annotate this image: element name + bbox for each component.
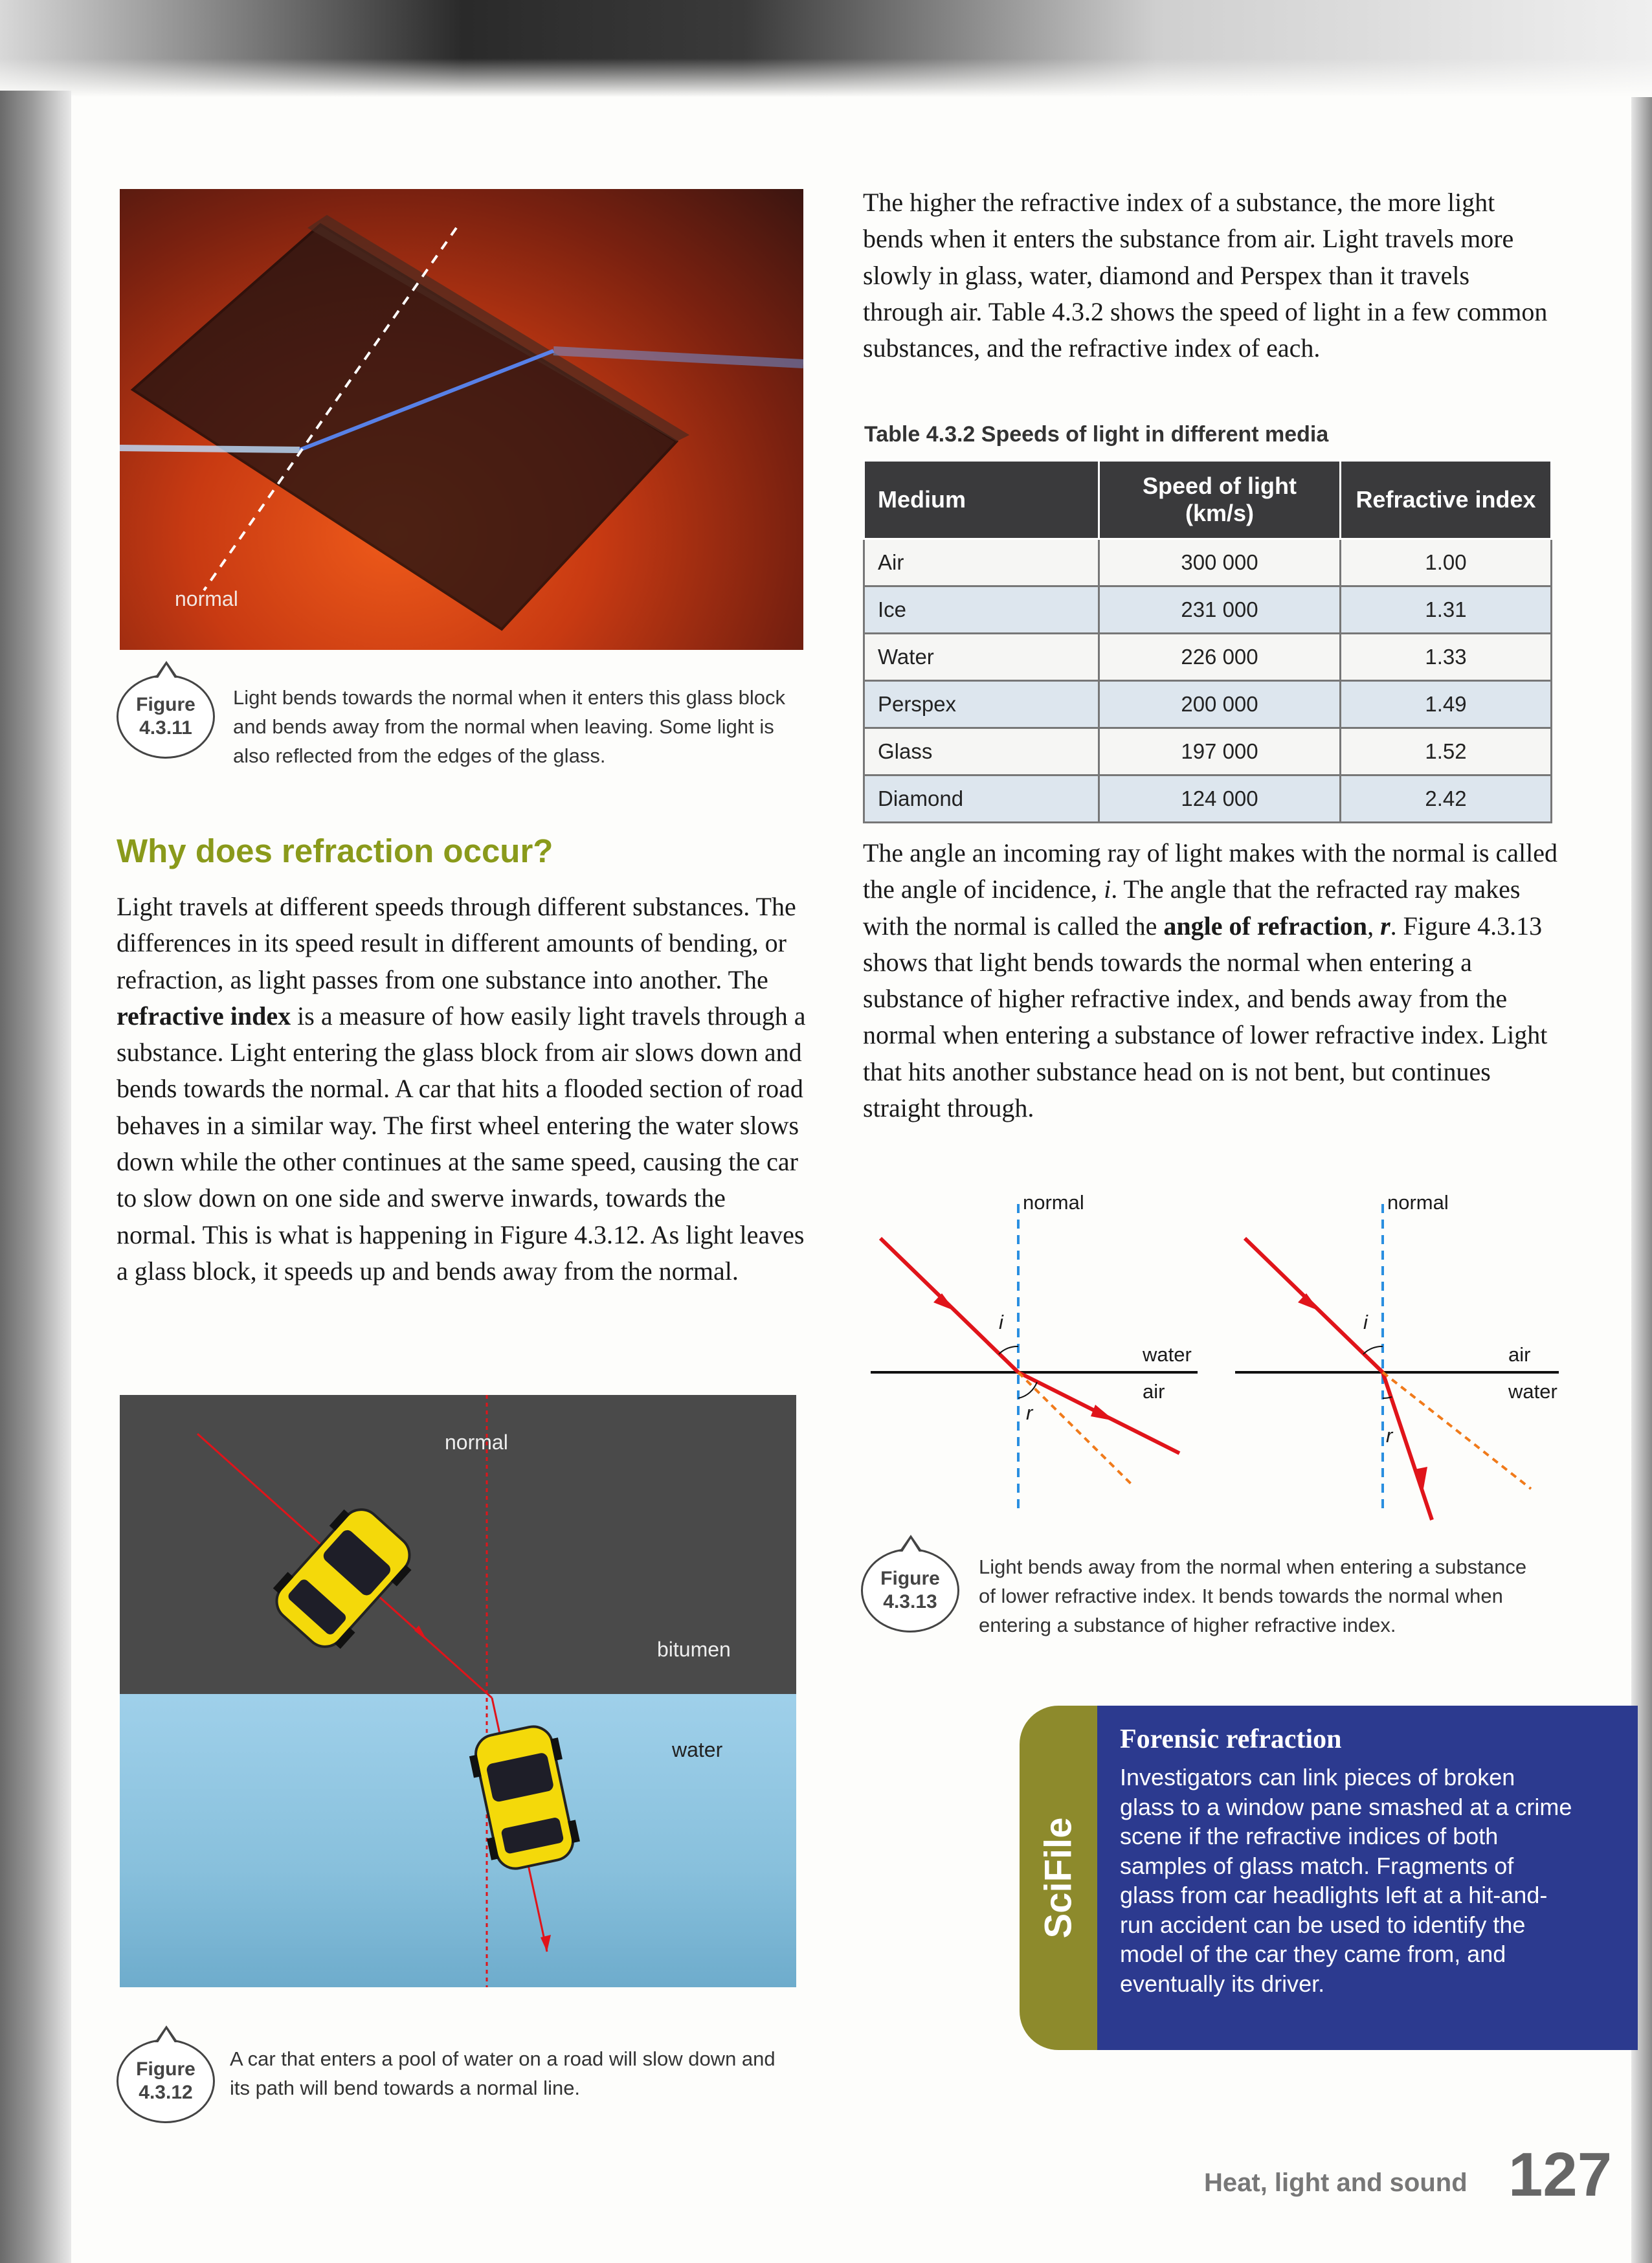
angle-r-label: r: [1026, 1401, 1033, 1424]
top-medium-label: water: [1143, 1343, 1192, 1366]
table-row: [864, 634, 1552, 681]
figure-4-3-13-caption: Light bends away from the normal when entering a substance of lower refractive index. It bends towards the normal when entering a substance of higher refractive index.: [979, 1555, 1527, 1636]
figure-badge-4-3-11: [117, 674, 215, 759]
medium-cell: Water: [864, 634, 1099, 681]
book-spine-shadow: [0, 91, 71, 2263]
paragraph-text: Light travels at different speeds through different substances. The differences in its speed result in different amounts of bending, or refraction, as light passes from one substance into another. The: [117, 892, 796, 994]
keyword-angle-of-refraction: angle of refraction: [1163, 911, 1368, 941]
table-title: Table 4.3.2 Speeds of light in different media: [864, 422, 1329, 447]
normal-label: normal: [175, 587, 238, 610]
normal-label: normal: [1023, 1191, 1084, 1214]
table-row: [864, 681, 1552, 728]
refractive-index-cell: 1.49: [1341, 681, 1552, 728]
figure-4-3-11-photo: [120, 189, 803, 650]
car-path-diagram: [120, 1395, 796, 1987]
bitumen-label: bitumen: [657, 1638, 731, 1661]
page-top-shadow: [0, 0, 1652, 97]
figure-4-3-12-caption: A car that enters a pool of water on a road will slow down and its path will bend towards a normal line.: [230, 2047, 776, 2099]
refraction-explanation-paragraph: [117, 889, 809, 1289]
figure-4-3-11-caption: Light bends towards the normal when it enters this glass block and bends away from the normal when leaving. Some light is also reflected from the edges of the glass.: [233, 686, 785, 767]
scifile-tab-label: SciFile: [1037, 1817, 1080, 1939]
paragraph-text: . Figure 4.3.13 shows that light bends towards the normal when entering a substance of higher refractive index, and bends away from the normal when entering a substance of lower refractive index. Light that hits another substance head on is not bent, but continues straight through.: [863, 911, 1548, 1123]
table-row: [864, 728, 1552, 775]
figure-badge-label: Figure: [136, 2058, 195, 2080]
car-in-water: [466, 1722, 583, 1874]
footer-section-name: Heat, light and sound: [1204, 2168, 1468, 2197]
paragraph-text: The angle an incoming ray of light makes with the normal is called the angle of incidence,: [863, 838, 1558, 904]
medium-cell: Ice: [864, 586, 1099, 634]
normal-label: normal: [1387, 1191, 1449, 1214]
scifile-body: Investigators can link pieces of broken glass to a window pane smashed at a crime scene if the refractive indices of both samples of glass match. Fragments of glass from car headlights left at a hit-and-run accident can be used to identify the model of the car they came from, and eventually its driver.: [1120, 1764, 1572, 1997]
figure-badge-number: 4.3.13: [883, 1591, 937, 1612]
paragraph-text: is a measure of how easily light travels through a substance. Light entering the glass block from air slows down and bends towards the normal. A car that hits a flooded section of road behaves in a similar way. The first wheel entering the water slows down while the other continues at the same speed, causing the car to slow down on one side and swerve inwards, towards the normal. This is what is happening in Figure 4.3.12. As light leaves a glass block, it speeds up and bends away from the normal.: [117, 1001, 806, 1286]
angle-i-label: i: [1363, 1311, 1368, 1333]
figure-badge-number: 4.3.12: [139, 2082, 193, 2103]
figure-badge-number: 4.3.11: [139, 717, 192, 739]
refractive-index-cell: 1.33: [1341, 634, 1552, 681]
angle-r-label: r: [1386, 1424, 1393, 1447]
medium-cell: Glass: [864, 728, 1099, 775]
medium-cell: Diamond: [864, 775, 1099, 823]
speed-cell: 226 000: [1099, 634, 1341, 681]
figure-badge-label: Figure: [880, 1568, 940, 1589]
bottom-medium-label: water: [1508, 1380, 1557, 1403]
refractive-index-cell: 1.00: [1341, 539, 1552, 586]
normal-label: normal: [445, 1431, 508, 1454]
car-on-bitumen: [264, 1497, 423, 1659]
figure-badge-4-3-12: [117, 2039, 215, 2123]
angle-definitions-paragraph: [863, 835, 1559, 1126]
scifile-box: [1020, 1706, 1638, 2050]
water-label: water: [672, 1738, 723, 1761]
speed-cell: 124 000: [1099, 775, 1341, 823]
speed-cell: 200 000: [1099, 681, 1341, 728]
column-header-medium: Medium: [864, 461, 1099, 539]
refractive-index-intro-paragraph: The higher the refractive index of a substance, the more light bends when it enters the substance from air. Light travels more slowly in glass, water, diamond and Perspex than it travels through air. Table 4.3.2 shows the speed of light in a few common substances, and the refractive index of each.: [863, 188, 1548, 363]
figure-4-3-12-illustration: [120, 1395, 796, 1987]
top-medium-label: air: [1508, 1343, 1531, 1366]
scifile-title: Forensic refraction: [1120, 1724, 1342, 1754]
table-row: [864, 586, 1552, 634]
section-heading: Why does refraction occur?: [117, 832, 553, 869]
angle-i-label: i: [999, 1311, 1003, 1333]
bottom-medium-label: air: [1143, 1380, 1165, 1403]
symbol-i: i: [1104, 875, 1111, 904]
refractive-index-cell: 1.31: [1341, 586, 1552, 634]
paragraph-text: ,: [1367, 911, 1381, 941]
glass-block-illustration: [120, 189, 803, 650]
speed-cell: 300 000: [1099, 539, 1341, 586]
column-header-speed: Speed of light (km/s): [1099, 461, 1341, 539]
table-row: [864, 539, 1552, 586]
refractive-index-cell: 2.42: [1341, 775, 1552, 823]
symbol-r: r: [1380, 911, 1390, 941]
keyword-refractive-index: refractive index: [117, 1001, 291, 1031]
figure-badge-label: Figure: [136, 694, 195, 715]
speeds-of-light-table: [863, 460, 1552, 823]
table-header-row: [864, 461, 1552, 539]
table-row: [864, 775, 1552, 823]
figure-4-3-13-diagrams: [861, 1185, 1573, 1528]
medium-cell: Air: [864, 539, 1099, 586]
column-header-refractive-index: Refractive index: [1341, 461, 1552, 539]
paragraph-text: . The angle that the refracted ray makes with the normal is called the: [863, 875, 1521, 941]
refractive-index-cell: 1.52: [1341, 728, 1552, 775]
figure-badge-4-3-13: [861, 1548, 959, 1633]
speed-cell: 231 000: [1099, 586, 1341, 634]
page-number: 127: [1508, 2140, 1613, 2209]
speed-cell: 197 000: [1099, 728, 1341, 775]
medium-cell: Perspex: [864, 681, 1099, 728]
